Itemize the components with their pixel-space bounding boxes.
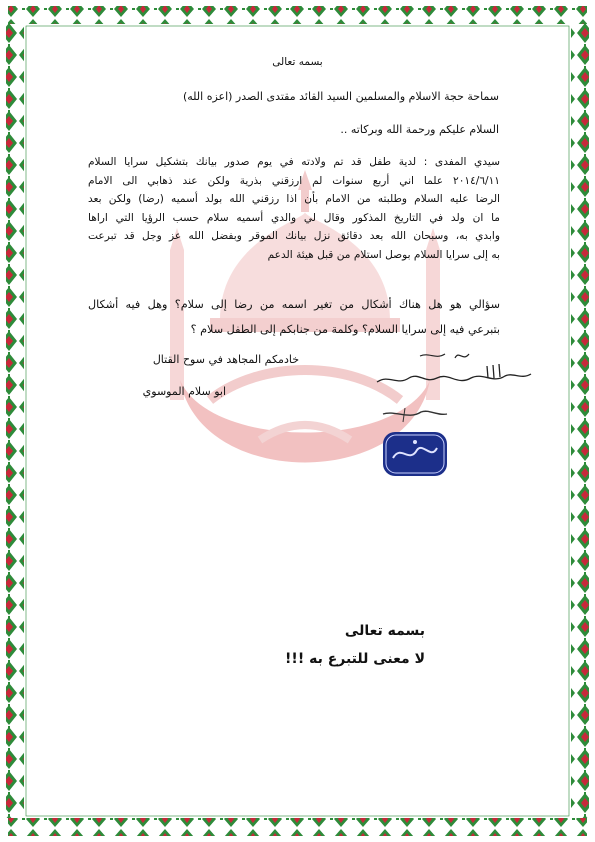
reply-text: لا معنى للتبرع به !!!: [285, 651, 425, 667]
reply-header: بسمه تعالى: [344, 623, 425, 639]
letter-header: بسمه تعالى: [272, 56, 323, 68]
letter-greeting: السلام عليكم ورحمة الله وبركاته ..: [340, 123, 499, 136]
official-stamp: [375, 408, 455, 478]
paragraph-1-line: ما ان ولد في التاريخ المذكور وقال لي والدي أسميه سلام حسب الرؤيا التي اراها: [88, 211, 500, 224]
handwritten-note: [375, 348, 535, 398]
signature-title: خادمكم المجاهد في سوح القتال: [152, 353, 299, 366]
paragraph-1-line: الرضا عليه السلام وطلبته من الامام بأن اذا رزقني الله بولد أسميه (رضا) ولكن بعد: [88, 193, 500, 206]
paragraph-2-line: بتبرعي فيه إلى سرايا السلام؟ وكلمة من جنابكم إلى الطفل سلام ؟: [190, 323, 500, 336]
paragraph-1-line: به إلى سرايا السلام بوصل استلام من قبل هيئة الدعم: [267, 248, 500, 261]
paragraph-1-line: وابدي به، وسبحان الله بعد دقائق نزل بيانك الموقر وبفضل الله عز وجل قد تبرعت: [88, 230, 500, 243]
paragraph-1-line: ٢٠١٤/٦/١١ علما اني أربع سنوات لم ارزقني بذرية ولكن عند ذهابي الى الامام: [88, 174, 500, 187]
letter-paragraph-2: [88, 292, 500, 342]
letter-paragraph-1: [88, 153, 500, 265]
signature-name: ابو سلام الموسوي: [142, 385, 226, 398]
letter-addressee: سماحة حجة الاسلام والمسلمين السيد القائد مقتدى الصدر (اعزه الله): [182, 90, 499, 103]
paragraph-2-line: سؤالي هو هل هناك أشكال من تغير اسمه من رضا إلى سلام؟ وهل فيه أشكال: [88, 298, 500, 311]
paragraph-1-line: سيدي المفدى : لدية طفل قد تم ولادته في يوم صدور بيانك بتشكيل سرايا السلام: [88, 156, 500, 168]
